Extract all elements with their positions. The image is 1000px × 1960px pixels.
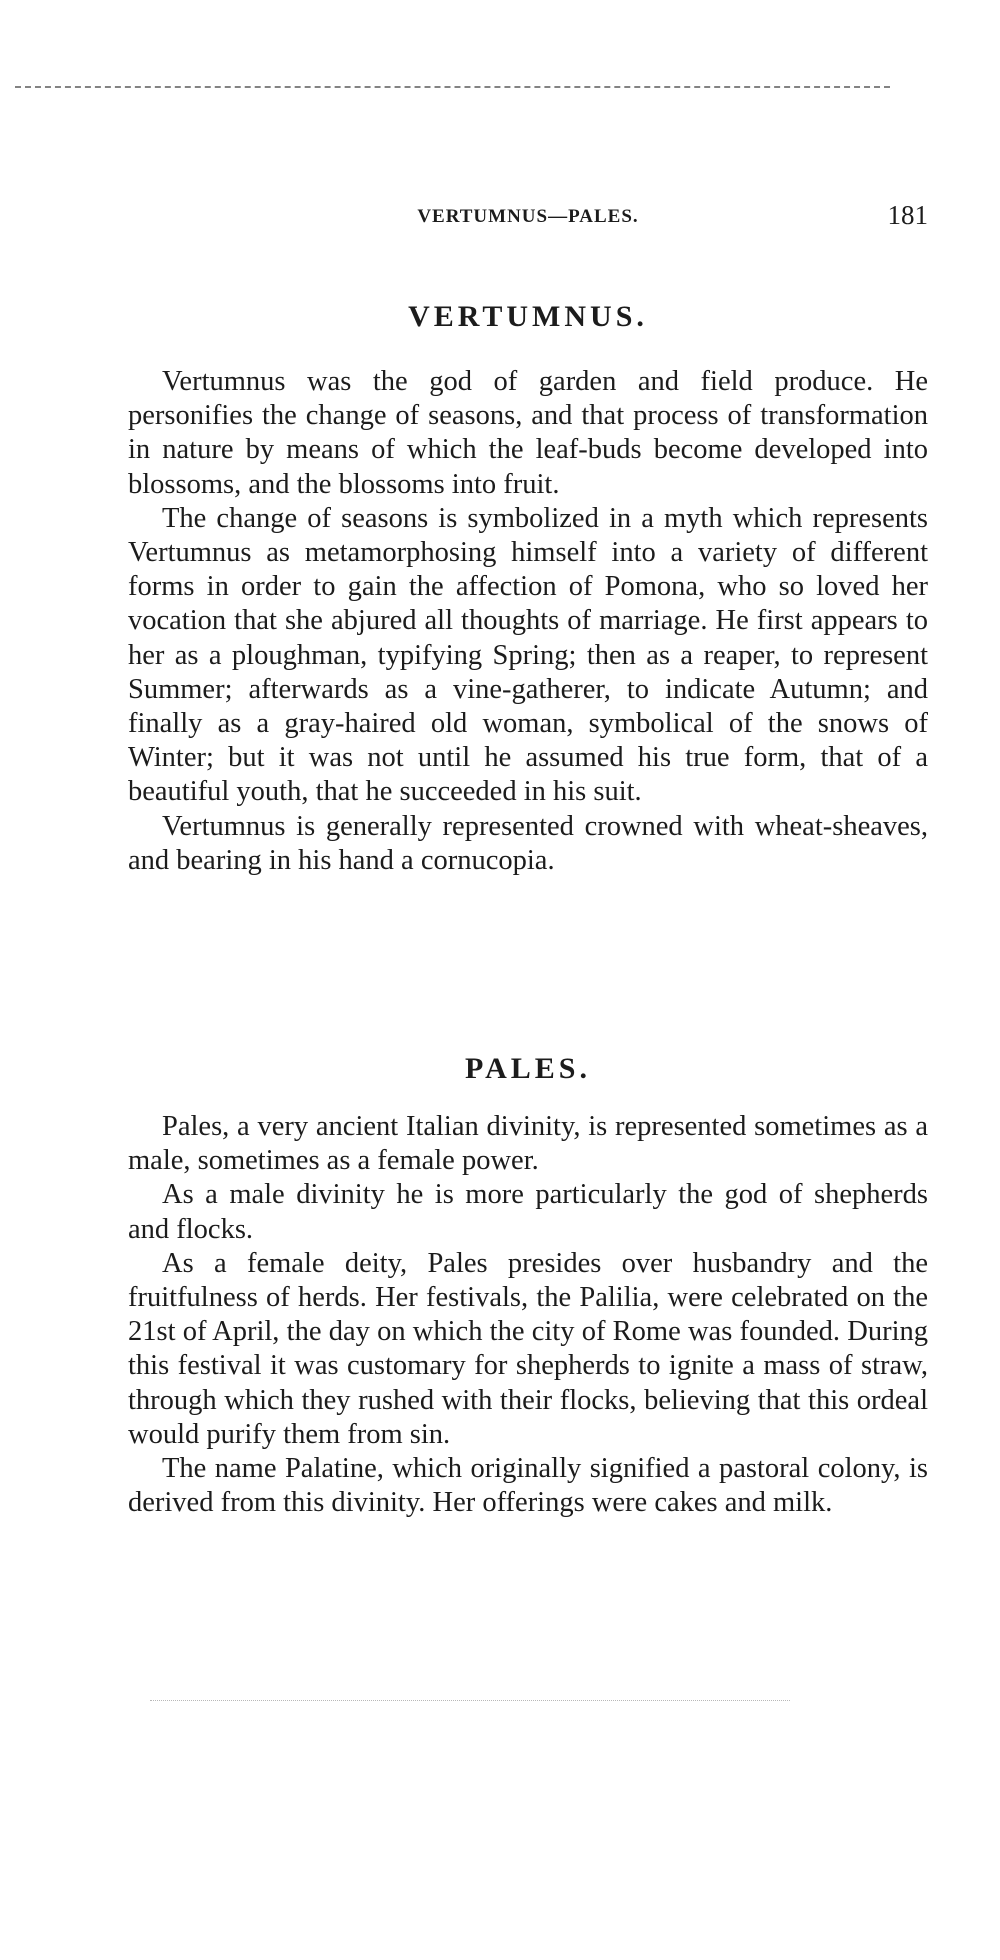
paragraph: As a male divinity he is more particularly the god of shepherds and flocks. (128, 1179, 928, 1245)
section-pales-body (128, 1110, 928, 1520)
top-scan-rule (15, 86, 890, 88)
section-vertumnus-body (128, 365, 928, 878)
section-heading-vertumnus: VERTUMNUS. (408, 300, 648, 333)
section-vertumnus (128, 300, 928, 334)
paragraph: Pales, a very ancient Italian divinity, is represented sometimes as a male, sometimes as a female power. (128, 1111, 928, 1177)
bottom-scan-specks (150, 1700, 790, 1701)
paragraph: Vertumnus is generally represented crowned with wheat-sheaves, and bearing in his hand a cornucopia. (128, 810, 928, 876)
paragraph: As a female deity, Pales presides over husbandry and the fruitfulness of herds. Her festivals, the Palilia, were celebrated on the 21st of April, the day on which the city of Rome was founded. During this festival it was customary for shepherds to ignite a mass of straw, through which they rushed with their flocks, believing that this ordeal would purify them from sin. (128, 1247, 928, 1450)
section-heading-pales: PALES. (465, 1052, 591, 1085)
section-pales (128, 1052, 928, 1086)
paragraph: Vertumnus was the god of garden and field produce. He personifies the change of seasons, and that process of transformation in nature by means of which the leaf-buds become developed into blossoms, and the blossoms into fruit. (128, 366, 928, 500)
running-head (128, 200, 928, 236)
running-title: VERTUMNUS—PALES. (417, 206, 639, 227)
page-number: 181 (887, 200, 928, 230)
paragraph: The name Palatine, which originally signified a pastoral colony, is derived from this divinity. Her offerings were cakes and milk. (128, 1453, 928, 1519)
paragraph: The change of seasons is symbolized in a myth which represents Vertumnus as metamorphosing himself into a variety of different forms in order to gain the affection of Pomona, who so loved her vocation that she abjured all thoughts of marriage. He first appears to her as a ploughman, typifying Spring; then as a reaper, to represent Summer; afterwards as a vine-gatherer, to indicate Autumn; and finally as a gray-haired old woman, symbolical of the snows of Winter; but it was not until he assumed his true form, that of a beautiful youth, that he succeeded in his suit. (128, 502, 928, 808)
